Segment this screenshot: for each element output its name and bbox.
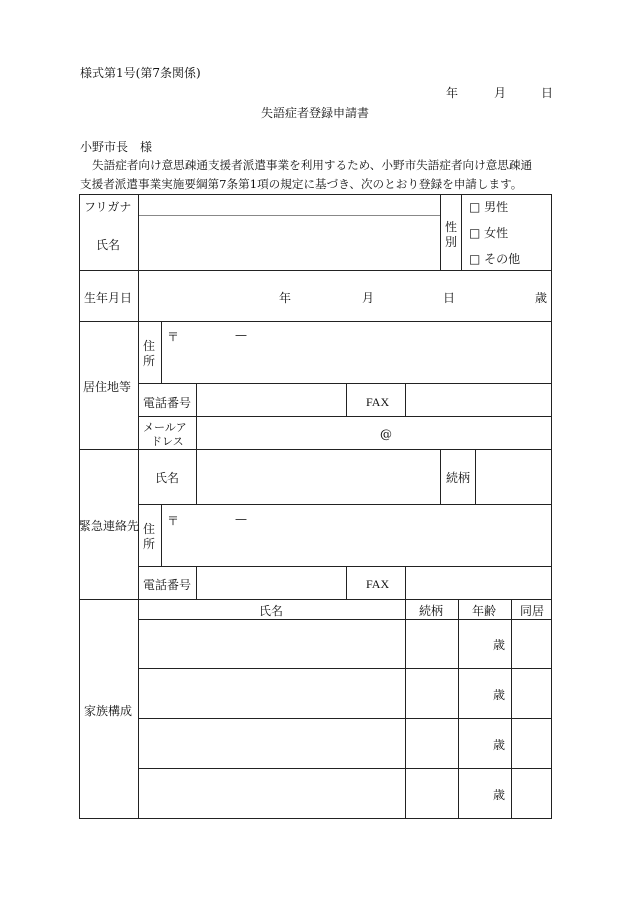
name-input[interactable] — [140, 217, 438, 269]
gender-option-male[interactable]: □ 男性 — [469, 200, 509, 214]
family-name-cell[interactable] — [140, 670, 404, 717]
family-name-cell[interactable] — [140, 770, 404, 817]
form-number: 様式第1号(第7条関係) — [80, 66, 201, 80]
residence-section-label: 居住地等 — [83, 380, 132, 394]
date-month-label: 月 — [494, 86, 507, 100]
family-column-age: 年齢 — [472, 604, 497, 618]
emergency-address-label-1: 住 — [143, 522, 156, 536]
fax-input[interactable] — [407, 385, 550, 415]
phone-label: 電話番号 — [143, 396, 192, 410]
age-unit: 歳 — [493, 738, 506, 752]
family-relation-cell[interactable] — [407, 670, 457, 717]
emergency-name-label: 氏名 — [155, 471, 180, 485]
checkbox-icon[interactable]: □ — [469, 252, 481, 266]
furigana-label: フリガナ — [84, 200, 132, 214]
family-age-cell[interactable] — [460, 670, 490, 717]
family-age-cell[interactable] — [460, 720, 490, 767]
emergency-section-label: 緊急連絡先 — [79, 519, 140, 533]
intro-line-1: 失語症者向け意思疎通支援者派遣事業を利用するため、小野市失語症者向け意思疎通 — [92, 158, 533, 172]
family-cohabit-cell[interactable] — [513, 621, 550, 667]
email-input[interactable] — [198, 418, 550, 448]
age-unit: 歳 — [493, 638, 506, 652]
family-cohabit-cell[interactable] — [513, 670, 550, 717]
gender-label-2: 別 — [445, 235, 458, 249]
age-unit: 歳 — [493, 688, 506, 702]
intro-line-2: 支援者派遣事業実施要綱第7条第1項の規定に基づき、次のとおり登録を申請します。 — [80, 177, 523, 191]
checkbox-icon[interactable]: □ — [469, 226, 481, 240]
checkbox-icon[interactable]: □ — [469, 200, 481, 214]
family-cohabit-cell[interactable] — [513, 720, 550, 767]
addressee: 小野市長 様 — [80, 140, 153, 154]
name-label: 氏名 — [96, 238, 121, 252]
email-label-1: メールア — [143, 421, 187, 434]
family-column-cohabit: 同居 — [520, 604, 545, 618]
emergency-postal-mark: 〒 — [167, 514, 180, 528]
family-column-relation: 続柄 — [419, 604, 444, 618]
emergency-fax-input[interactable] — [407, 568, 550, 598]
emergency-relation-input[interactable] — [477, 451, 550, 503]
emergency-relation-label: 続柄 — [446, 471, 471, 485]
email-at-sign: @ — [380, 427, 392, 441]
emergency-phone-label: 電話番号 — [143, 578, 192, 592]
family-column-name: 氏名 — [259, 604, 284, 618]
birth-year-label: 年 — [279, 291, 292, 305]
emergency-fax-label: FAX — [366, 577, 390, 591]
birthdate-label: 生年月日 — [84, 291, 133, 305]
age-unit: 歳 — [493, 788, 506, 802]
gender-label-1: 性 — [445, 220, 458, 234]
birth-age-label: 歳 — [535, 291, 548, 305]
emergency-phone-input[interactable] — [198, 568, 345, 598]
family-relation-cell[interactable] — [407, 621, 457, 667]
family-age-cell[interactable] — [460, 621, 490, 667]
address-label-2: 所 — [143, 354, 156, 368]
address-label-1: 住 — [143, 339, 156, 353]
family-cohabit-cell[interactable] — [513, 770, 550, 817]
gender-option-female[interactable]: □ 女性 — [469, 226, 509, 240]
emergency-name-input[interactable] — [198, 451, 439, 503]
fax-label: FAX — [366, 395, 390, 409]
phone-input[interactable] — [198, 385, 345, 415]
gender-option-other[interactable]: □ その他 — [469, 252, 521, 266]
furigana-input[interactable] — [140, 196, 438, 214]
family-section-label: 家族構成 — [84, 704, 133, 718]
family-name-cell[interactable] — [140, 720, 404, 767]
date-day-label: 日 — [541, 86, 554, 100]
emergency-postal-dash: — — [235, 512, 247, 526]
family-relation-cell[interactable] — [407, 720, 457, 767]
family-age-cell[interactable] — [460, 770, 490, 817]
family-relation-cell[interactable] — [407, 770, 457, 817]
emergency-address-input[interactable] — [163, 506, 550, 565]
family-name-cell[interactable] — [140, 621, 404, 667]
email-label-2: ドレス — [151, 435, 184, 448]
postal-mark: 〒 — [167, 330, 180, 344]
page-title: 失語症者登録申請書 — [260, 106, 369, 120]
birth-month-label: 月 — [362, 291, 375, 305]
date-year-label: 年 — [446, 86, 459, 100]
birth-day-label: 日 — [443, 291, 456, 305]
emergency-address-label-2: 所 — [143, 537, 156, 551]
residence-address-input[interactable] — [163, 323, 550, 382]
postal-dash: — — [235, 328, 247, 342]
